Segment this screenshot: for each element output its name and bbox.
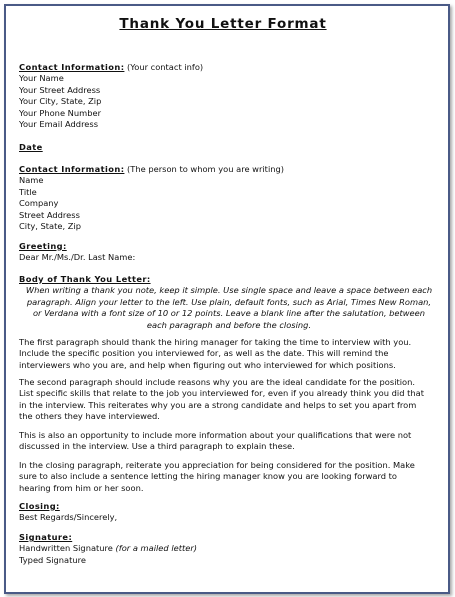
contact-info-heading: Contact Information: [19, 62, 125, 72]
date-section [19, 142, 439, 153]
signature-heading: Signature: [19, 532, 73, 542]
recipient-line: Street Address [19, 209, 80, 220]
body-section [19, 274, 439, 331]
recipient-line: Title [19, 186, 37, 197]
body-paragraph-1 [19, 337, 439, 371]
contact-line: Your Name [19, 73, 64, 84]
closing-section [19, 501, 439, 524]
closing-text: Best Regards/Sincerely, [19, 512, 118, 523]
contact-line: Your Email Address [19, 119, 99, 130]
instruction-line: paragraph. Align your letter to the left. Use plain, default fonts, such as Arial, Times New Roman, [26, 296, 432, 307]
instruction-line: When writing a thank you note, keep it simple. Use single space and leave a space between each [25, 285, 433, 296]
recipient-info-note: (The person to whom you are writing) [124, 164, 285, 174]
recipient-info-heading: Contact Information: [19, 164, 125, 174]
recipient-line: Name [19, 175, 44, 186]
contact-line: Your Phone Number [19, 107, 102, 118]
recipient-line: Company [19, 198, 59, 209]
paragraph-line: hearing from him or her soon. [19, 482, 144, 493]
paragraph-line: in the interview. This reiterates why you are a strong candidate and helps to set you apart from [19, 399, 417, 410]
paragraph-line: This is also an opportunity to include more information about your qualifications that were not [19, 430, 412, 440]
paragraph-line: interviewers who you are, and help when figuring out who interviewed for which positions. [19, 359, 396, 370]
body-heading: Body of Thank You Letter: [19, 274, 151, 284]
contact-info-note: (Your contact info) [124, 62, 204, 72]
signature-section [19, 532, 439, 566]
recipient-info-section [19, 164, 439, 232]
handwritten-note: (for a mailed letter) [115, 543, 197, 554]
contact-line: Your Street Address [19, 84, 101, 95]
paragraph-line: The first paragraph should thank the hiring manager for taking the time to interview with you. [19, 337, 412, 347]
paragraph-line: The second paragraph should include reasons why you are the ideal candidate for the position. [19, 377, 416, 387]
handwritten-signature: Handwritten Signature [19, 543, 116, 554]
body-paragraph-4 [19, 460, 439, 494]
greeting-section [19, 241, 439, 264]
contact-info-section [19, 62, 439, 130]
instruction-line: or Verdana with a font size of 10 or 12 points. Leave a blank line after the salutation, between [32, 308, 426, 319]
paragraph-line: sure to also include a sentence letting the hiring manager know you are looking forward to [19, 471, 397, 482]
document-title: Thank You Letter Format [119, 16, 327, 32]
recipient-line: City, State, Zip [19, 221, 82, 232]
greeting-text: Dear Mr./Ms./Dr. Last Name: [19, 252, 136, 263]
paragraph-line: In the closing paragraph, reiterate you appreciation for being considered for the position. Make [19, 460, 415, 470]
date-heading: Date [19, 142, 43, 152]
body-paragraph-2 [19, 377, 439, 423]
contact-line: Your City, State, Zip [19, 96, 102, 107]
paragraph-line: List specific skills that relate to the job you interviewed for, even if you already think you did that [19, 388, 424, 399]
greeting-heading: Greeting: [19, 241, 67, 251]
closing-heading: Closing: [19, 501, 60, 511]
instruction-line: each paragraph and before the closing. [146, 319, 312, 330]
typed-signature: Typed Signature [19, 554, 86, 565]
paragraph-line: the others they have interviewed. [19, 411, 160, 422]
paragraph-line: Include the specific position you interviewed for, as well as the date. This will remind the [19, 348, 389, 359]
body-paragraph-3 [19, 430, 439, 453]
body-instructions [19, 285, 439, 331]
paragraph-line: discussed in the interview. Use a third paragraph to explain these. [19, 441, 295, 452]
